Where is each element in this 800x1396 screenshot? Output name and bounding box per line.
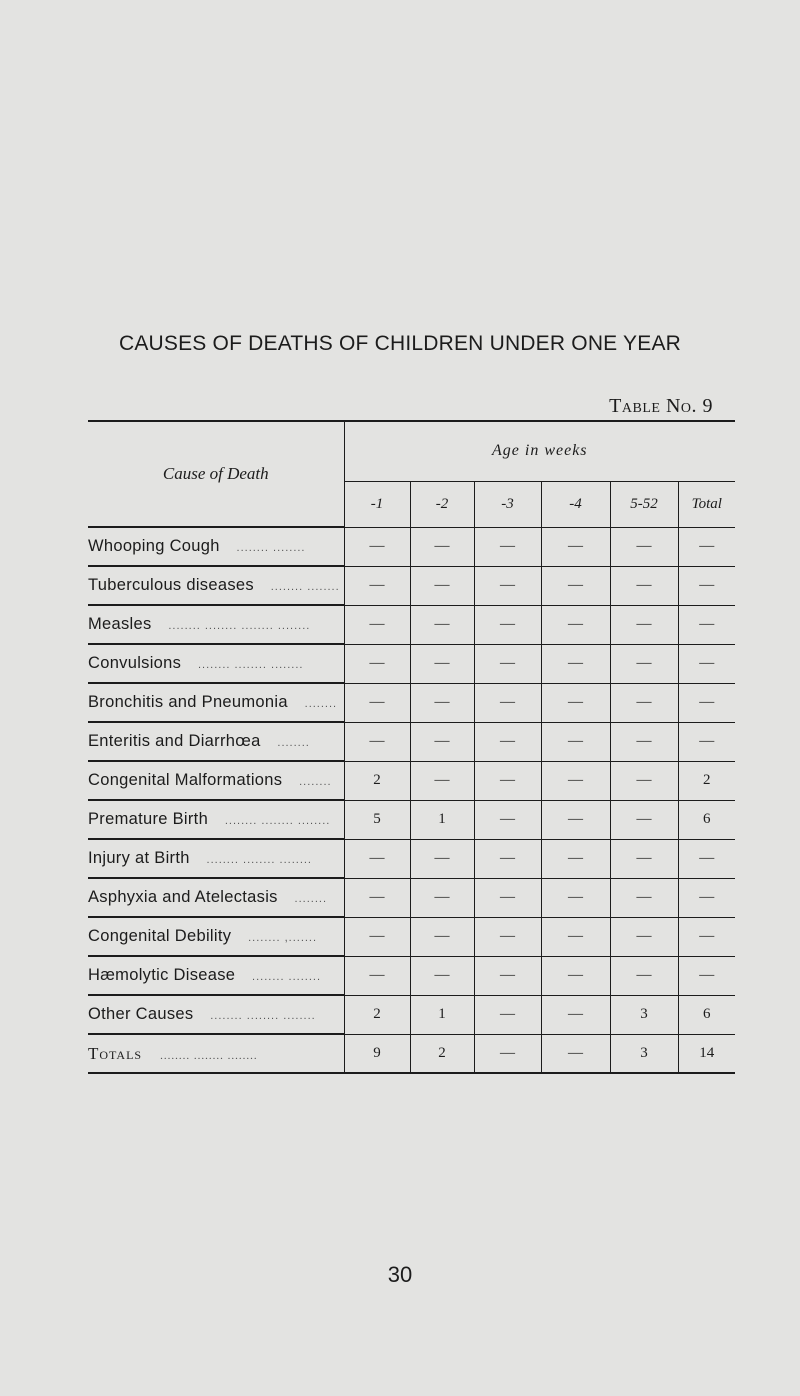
cause-cell	[88, 527, 344, 566]
leader-dots: ........	[304, 698, 338, 710]
value-cell: —	[541, 566, 610, 605]
cause-label: Enteritis and Diarrhœa	[88, 732, 261, 750]
cause-label: Whooping Cough	[88, 537, 220, 555]
value-cell: 14	[678, 1034, 735, 1073]
value-cell: —	[610, 683, 678, 722]
value-cell: —	[610, 527, 678, 566]
value-cell: —	[410, 527, 474, 566]
column-header: -1	[344, 481, 410, 527]
value-cell: —	[410, 605, 474, 644]
totals-row	[88, 1034, 735, 1073]
table-row	[88, 839, 735, 878]
leader-dots: ........ ........ ........ ........	[168, 620, 311, 632]
value-cell: —	[678, 566, 735, 605]
cause-label: Convulsions	[88, 654, 182, 672]
value-cell: —	[541, 1034, 610, 1073]
table-number: Table No. 9	[609, 395, 713, 417]
table-row	[88, 683, 735, 722]
value-cell: —	[474, 644, 541, 683]
value-cell: —	[678, 956, 735, 995]
value-cell: —	[541, 878, 610, 917]
value-cell: —	[344, 722, 410, 761]
value-cell: 9	[344, 1034, 410, 1073]
cause-cell	[88, 800, 344, 839]
value-cell: —	[344, 917, 410, 956]
table-row	[88, 722, 735, 761]
age-group-header: Age in weeks	[344, 421, 735, 481]
value-cell: —	[610, 644, 678, 683]
value-cell: —	[410, 683, 474, 722]
cause-label: Congenital Debility	[88, 927, 232, 945]
cause-cell	[88, 644, 344, 683]
cause-column-header: Cause of Death	[88, 421, 344, 527]
cause-label: Totals	[88, 1043, 143, 1063]
value-cell: —	[474, 527, 541, 566]
cause-label: Tuberculous diseases	[88, 576, 254, 594]
value-cell: —	[678, 527, 735, 566]
value-cell: —	[344, 566, 410, 605]
page-title: CAUSES OF DEATHS OF CHILDREN UNDER ONE YEAR	[118, 332, 682, 355]
leader-dots: ........ ........ ........	[224, 815, 331, 827]
cause-cell	[88, 917, 344, 956]
value-cell: —	[344, 956, 410, 995]
value-cell: 1	[410, 800, 474, 839]
value-cell: —	[410, 917, 474, 956]
value-cell: —	[344, 878, 410, 917]
value-cell: —	[344, 839, 410, 878]
value-cell: —	[541, 956, 610, 995]
value-cell: —	[474, 566, 541, 605]
value-cell: —	[610, 800, 678, 839]
leader-dots: ........	[294, 893, 327, 905]
value-cell: —	[474, 839, 541, 878]
value-cell: —	[541, 722, 610, 761]
cause-label: Measles	[88, 615, 152, 633]
value-cell: —	[610, 605, 678, 644]
deaths-table	[88, 420, 735, 1074]
value-cell: —	[610, 878, 678, 917]
table-row	[88, 878, 735, 917]
value-cell: 2	[344, 761, 410, 800]
page-number: 30	[387, 1262, 413, 1287]
cause-cell	[88, 839, 344, 878]
value-cell: —	[474, 956, 541, 995]
value-cell: —	[344, 605, 410, 644]
leader-dots: ........ ........ ........	[160, 1049, 258, 1062]
value-cell: —	[474, 722, 541, 761]
value-cell: —	[344, 683, 410, 722]
cause-label: Congenital Malformations	[88, 771, 283, 789]
value-cell: —	[474, 917, 541, 956]
value-cell: —	[410, 761, 474, 800]
value-cell: —	[610, 839, 678, 878]
table-row	[88, 917, 735, 956]
cause-label: Other Causes	[88, 1005, 194, 1023]
table-row	[88, 800, 735, 839]
value-cell: 5	[344, 800, 410, 839]
value-cell: —	[610, 722, 678, 761]
value-cell: —	[410, 644, 474, 683]
value-cell: 6	[678, 800, 735, 839]
value-cell: —	[678, 917, 735, 956]
value-cell: —	[541, 605, 610, 644]
value-cell: —	[474, 995, 541, 1034]
column-header: 5-52	[610, 481, 678, 527]
value-cell: —	[474, 605, 541, 644]
cause-cell	[88, 761, 344, 800]
table-row	[88, 527, 735, 566]
leader-dots: ........ ,.......	[248, 932, 318, 944]
column-header: -3	[474, 481, 541, 527]
value-cell: 2	[678, 761, 735, 800]
value-cell: —	[410, 956, 474, 995]
leader-dots: ........ ........ ........	[206, 854, 312, 866]
value-cell: —	[678, 683, 735, 722]
leader-dots: ........ ........ ........	[198, 659, 304, 671]
leader-dots: ........	[277, 737, 310, 749]
value-cell: —	[410, 878, 474, 917]
cause-cell	[88, 1034, 344, 1073]
value-cell: —	[678, 605, 735, 644]
cause-cell	[88, 722, 344, 761]
value-cell: —	[541, 839, 610, 878]
cause-cell	[88, 566, 344, 605]
column-header: Total	[691, 495, 722, 512]
value-cell: —	[344, 527, 410, 566]
table-row	[88, 605, 735, 644]
value-cell: —	[678, 722, 735, 761]
table-row	[88, 644, 735, 683]
value-cell: —	[678, 878, 735, 917]
value-cell: 2	[344, 995, 410, 1034]
value-cell: —	[474, 878, 541, 917]
cause-label: Asphyxia and Atelectasis	[88, 888, 278, 906]
value-cell: 6	[678, 995, 735, 1034]
value-cell: —	[541, 761, 610, 800]
leader-dots: ........	[299, 776, 332, 788]
value-cell: —	[410, 722, 474, 761]
table-row	[88, 995, 735, 1034]
value-cell: —	[541, 527, 610, 566]
table-row	[88, 956, 735, 995]
value-cell: 2	[410, 1034, 474, 1073]
cause-cell	[88, 683, 344, 722]
cause-label: Bronchitis and Pneumonia	[88, 693, 288, 711]
value-cell: —	[410, 839, 474, 878]
cause-label: Premature Birth	[88, 810, 209, 828]
value-cell: —	[678, 644, 735, 683]
value-cell: 3	[610, 995, 678, 1034]
cause-label: Injury at Birth	[88, 849, 190, 867]
value-cell: —	[474, 800, 541, 839]
value-cell: —	[541, 644, 610, 683]
cause-cell	[88, 956, 344, 995]
value-cell: —	[410, 566, 474, 605]
value-cell: 3	[610, 1034, 678, 1073]
value-cell: —	[541, 683, 610, 722]
table-row	[88, 566, 735, 605]
cause-cell	[88, 995, 344, 1034]
leader-dots: ........ ........	[252, 971, 322, 983]
value-cell: —	[474, 761, 541, 800]
value-cell: —	[541, 995, 610, 1034]
value-cell: —	[474, 1034, 541, 1073]
leader-dots: ........ ........	[236, 542, 306, 554]
value-cell: —	[610, 917, 678, 956]
value-cell: 1	[410, 995, 474, 1034]
leader-dots: ........ ........ ........	[210, 1010, 316, 1022]
table-row	[88, 761, 735, 800]
column-header: -2	[410, 481, 474, 527]
cause-label: Hæmolytic Disease	[88, 966, 236, 984]
value-cell: —	[541, 800, 610, 839]
value-cell: —	[344, 644, 410, 683]
value-cell: —	[474, 683, 541, 722]
value-cell: —	[541, 917, 610, 956]
cause-cell	[88, 605, 344, 644]
leader-dots: ........ ........	[270, 581, 340, 593]
value-cell: —	[678, 839, 735, 878]
cause-cell	[88, 878, 344, 917]
value-cell: —	[610, 956, 678, 995]
value-cell: —	[610, 566, 678, 605]
value-cell: —	[610, 761, 678, 800]
column-header: -4	[541, 481, 610, 527]
